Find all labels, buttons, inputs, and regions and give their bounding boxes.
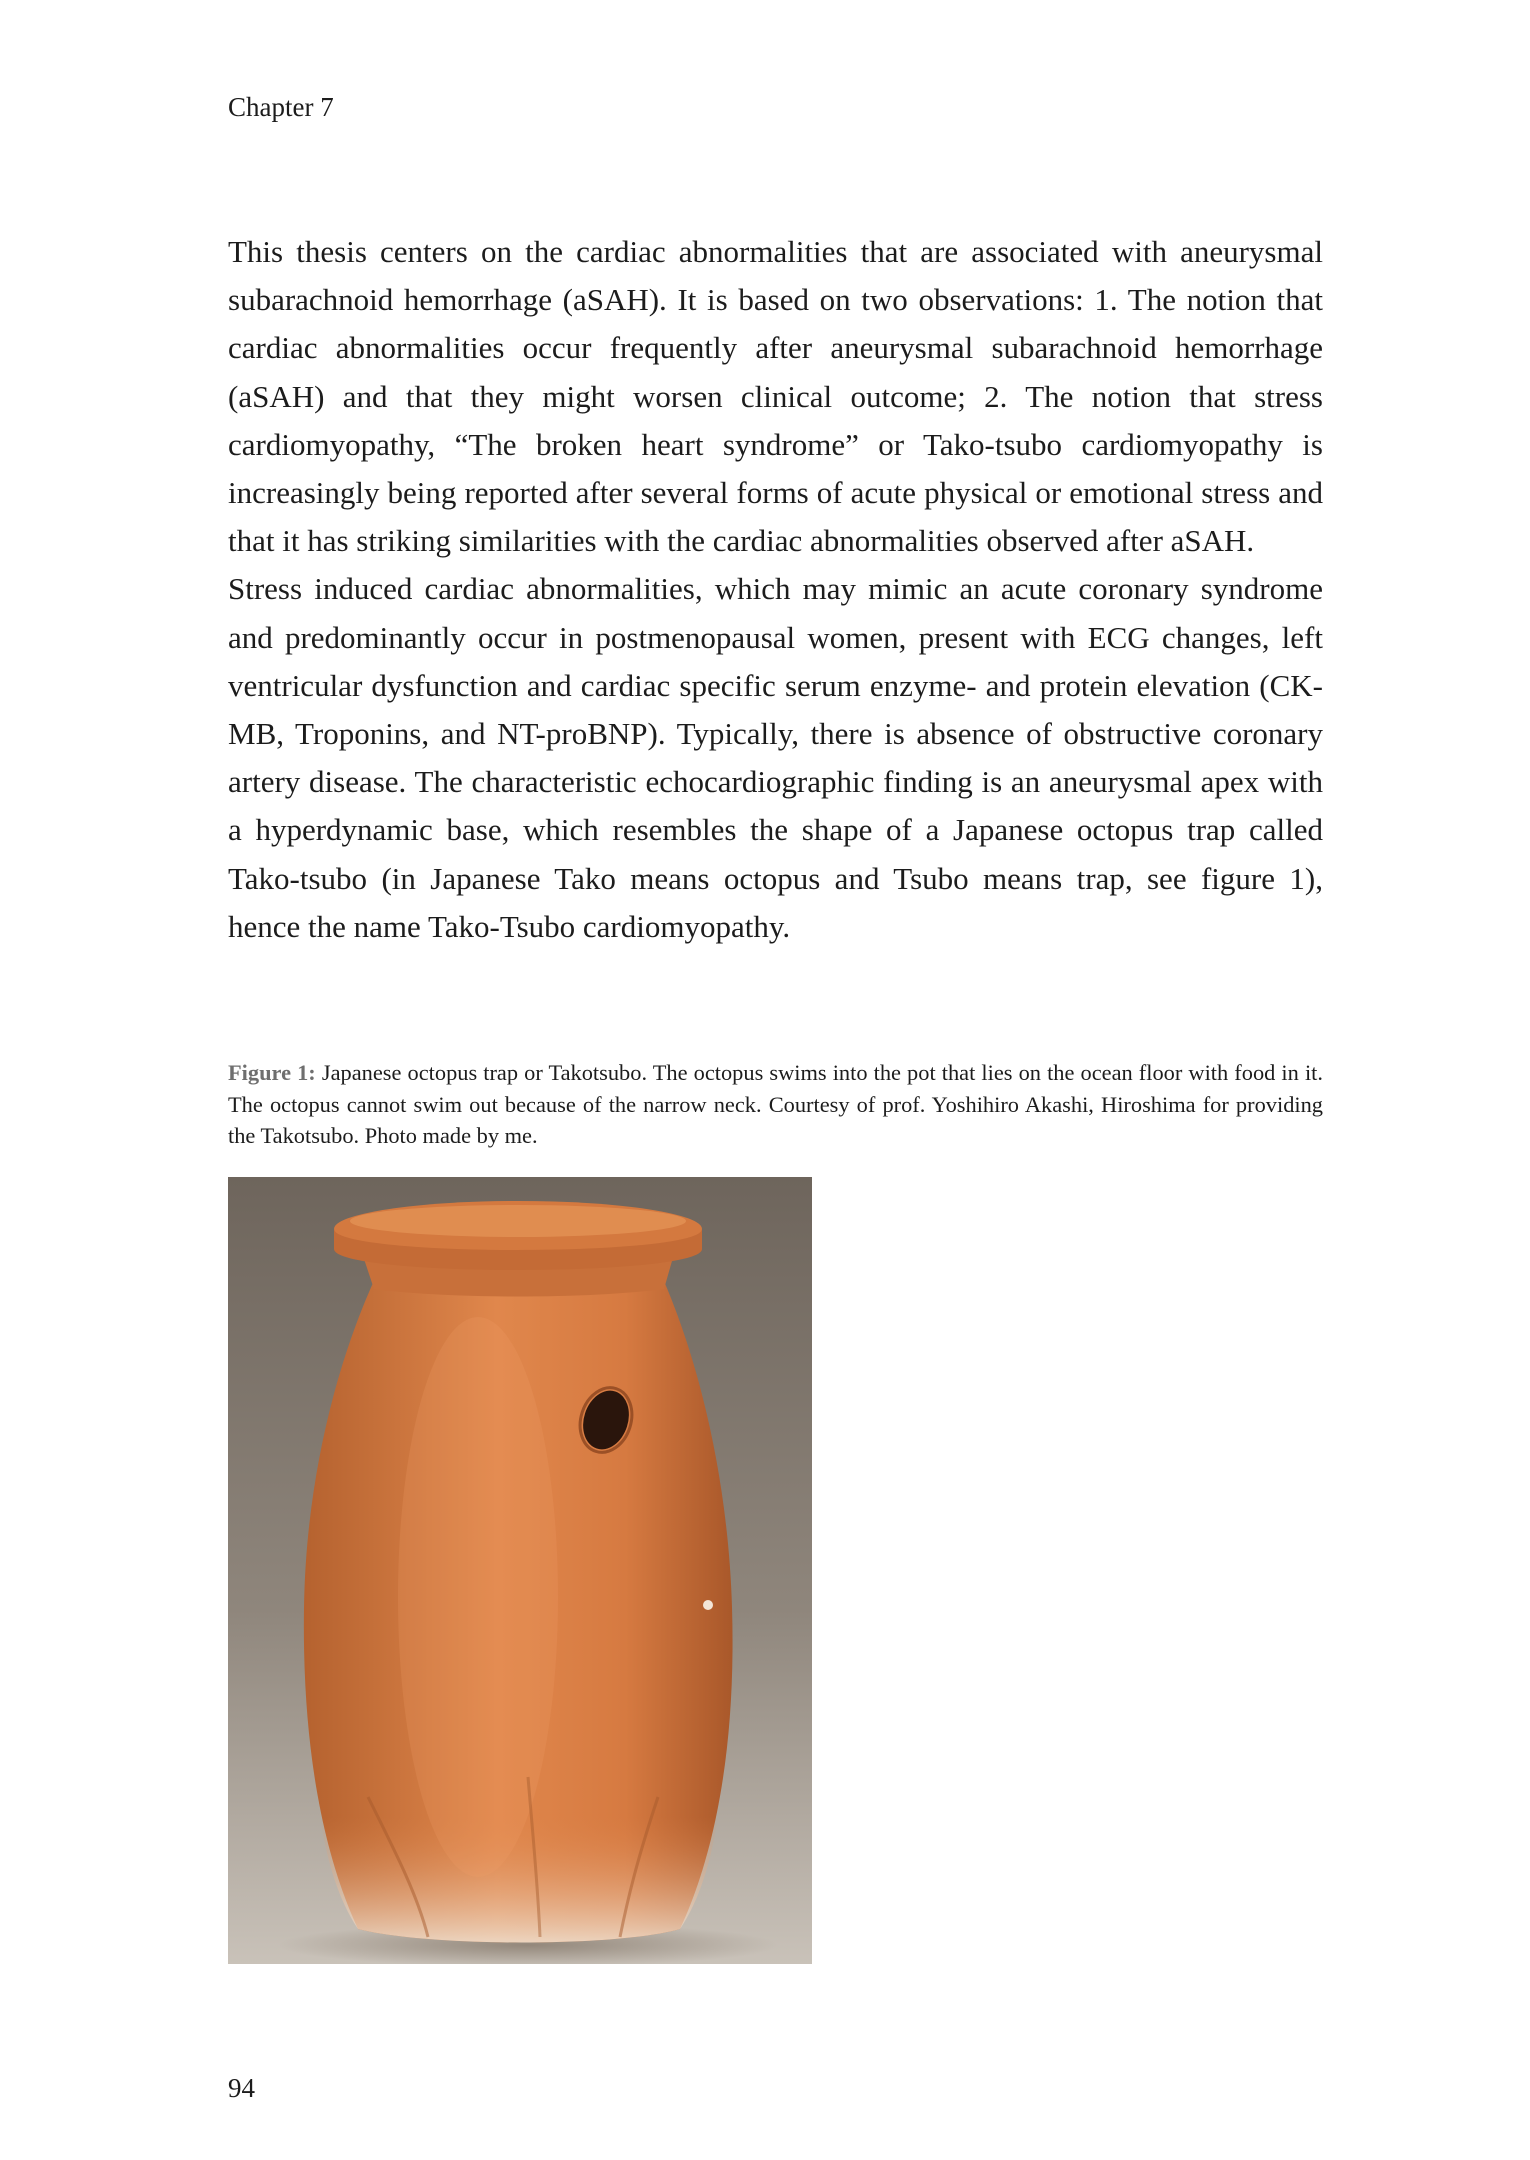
pot-chip (703, 1600, 713, 1610)
figure-label: Figure 1: (228, 1060, 316, 1085)
takotsubo-pot-illustration (228, 1177, 812, 1964)
figure-photo-takotsubo (228, 1177, 812, 1964)
figure-caption (228, 1057, 1323, 1152)
pot-side-highlight (398, 1317, 558, 1877)
paragraph-stress-cardiomyopathy: Stress induced cardiac abnormalities, which may mimic an acute coronary syndrome and predominantly occur in postmenopausal women, present with ECG changes, left ventricular dysfunction and cardiac specific serum enzyme- and protein elevation (CK-MB, Troponins, and NT-proBNP). Typically, there is absence of obstructive coronary artery disease. The characteristic echocardiographic finding is an aneurysmal apex with a hyperdynamic base, which resembles the shape of a Japanese octopus trap called Tako-tsubo (in Japanese Tako means octopus and Tsubo means trap, see figure 1), hence the name Tako-Tsubo cardiomyopathy. (228, 571, 1323, 944)
page-number: 94 (228, 2073, 255, 2103)
figure-caption-text: Japanese octopus trap or Takotsubo. The octopus swims into the pot that lies on the ocean floor with food in it. The octopus cannot swim out because of the narrow neck. Courtesy of prof. Yoshihiro Akashi, Hiroshima for providing the Takotsubo. Photo made by me. (228, 1060, 1323, 1148)
running-header: Chapter 7 (228, 92, 334, 122)
body-text (228, 228, 1323, 951)
pot-rim-highlight (350, 1205, 686, 1237)
paragraph-intro: This thesis centers on the cardiac abnormalities that are associated with aneurysmal subarachnoid hemorrhage (aSAH). It is based on two observations: 1. The notion that cardiac abnormalities occur frequently after aneurysmal subarachnoid hemorrhage (aSAH) and that they might worsen clinical outcome; 2. The notion that stress cardiomyopathy, “The broken heart syndrome” or Tako-tsubo cardiomyopathy is increasingly being reported after several forms of acute physical or emotional stress and that it has striking similarities with the cardiac abnormalities observed after aSAH. (228, 234, 1323, 559)
